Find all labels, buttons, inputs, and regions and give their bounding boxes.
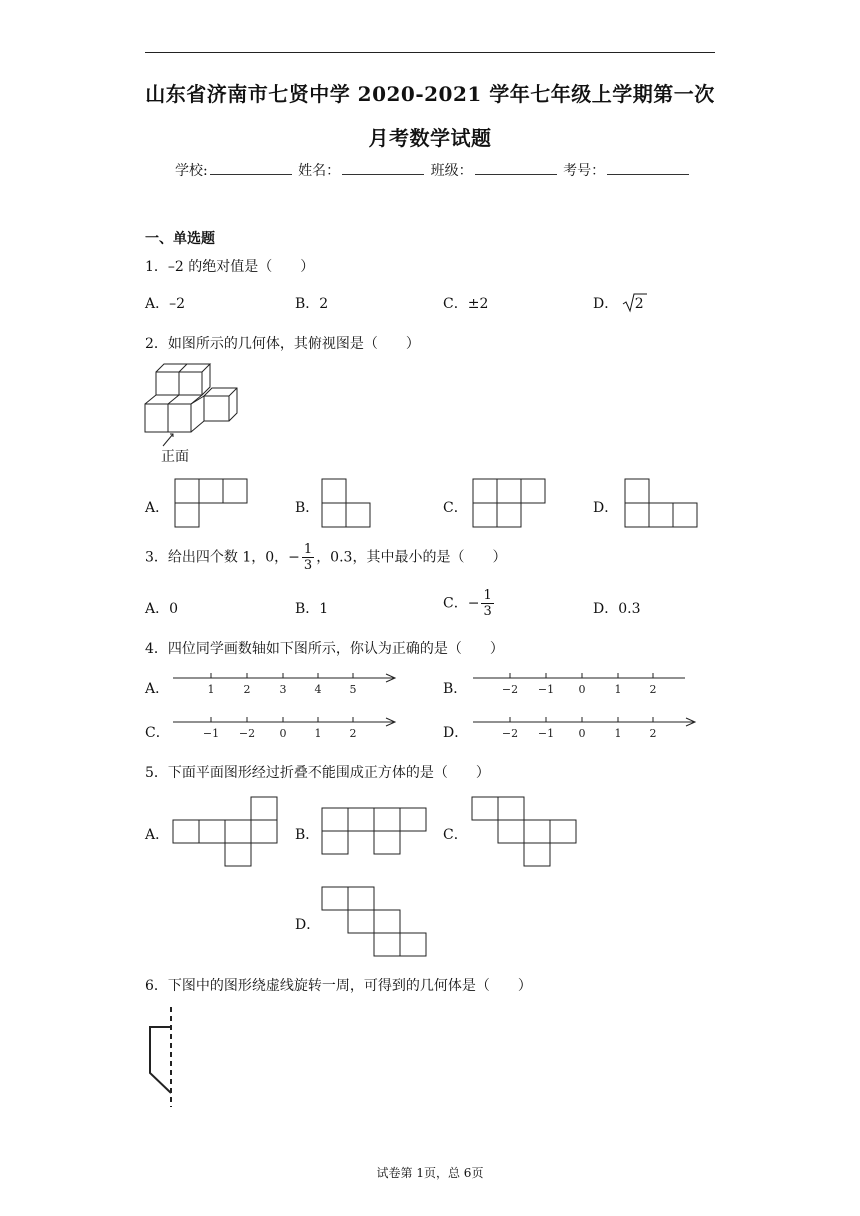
q4-axis-a — [173, 672, 403, 696]
axis-tick-label: −2 — [501, 727, 519, 740]
top-rule — [145, 52, 715, 53]
exam-number-blank — [607, 162, 689, 175]
q1-option-d — [593, 293, 644, 313]
q2-option-b-figure — [321, 478, 377, 530]
section-heading-single-choice: 一、单选题 — [145, 231, 215, 247]
q1-option-b: B．2 — [295, 296, 329, 312]
page-footer: 试卷第 1页，总 6页 — [376, 1166, 484, 1180]
axis-tick-label: 0 — [279, 727, 287, 740]
q3-stem-pre: 3．给出四个数 1，0，− — [145, 549, 300, 566]
q3-option-c-label: C．− — [443, 595, 480, 612]
class-label: 班级： — [430, 163, 473, 179]
q3-option-c — [443, 588, 496, 619]
axis-tick-label: 0 — [578, 727, 586, 740]
q2-option-b: B． — [295, 500, 320, 516]
axis-tick-label: 2 — [649, 683, 657, 696]
q5-option-b-net — [321, 807, 431, 859]
axis-tick-label: −1 — [202, 727, 220, 740]
class-blank — [475, 162, 557, 175]
q2-option-d: D． — [593, 500, 619, 516]
q4-option-b: B． — [443, 681, 468, 697]
axis-tick-label: 1 — [614, 727, 622, 740]
q1-option-a: A．–2 — [145, 296, 186, 312]
q4-option-d: D． — [443, 725, 469, 741]
q5-option-b: B． — [295, 827, 320, 843]
q6-stem: 6．下图中的图形绕虚线旋转一周，可得到的几何体是（ ） — [145, 978, 532, 994]
q5-option-d-net — [321, 886, 431, 960]
q5-option-d: D． — [295, 917, 321, 933]
sqrt-radicand: 2 — [634, 296, 644, 312]
q2-solid-figure — [143, 362, 243, 462]
q2-option-c-figure — [472, 478, 552, 530]
axis-tick-label: 1 — [207, 683, 215, 696]
q3-stem — [145, 542, 506, 573]
q4-stem: 4．四位同学画数轴如下图所示，你认为正确的是（ ） — [145, 641, 504, 657]
axis-tick-label: 1 — [614, 683, 622, 696]
q5-option-c-net — [471, 796, 581, 868]
q4-axis-b — [473, 672, 693, 696]
exam-title-line1: 山东省济南市七贤中学 2020-2021 学年七年级上学期第一次 — [145, 82, 715, 106]
sqrt-radical-icon — [623, 293, 647, 313]
q3-fraction — [302, 542, 314, 573]
axis-tick-label: −1 — [537, 683, 555, 696]
q2-option-c: C． — [443, 500, 468, 516]
name-label: 姓名： — [298, 163, 341, 179]
student-info-line — [175, 160, 691, 180]
axis-tick-label: 2 — [649, 727, 657, 740]
sqrt-symbol — [623, 296, 644, 312]
q6-rotation-figure — [145, 1005, 185, 1109]
q3-option-c-denominator: 3 — [483, 604, 492, 619]
exam-title-line2: 月考数学试题 — [368, 126, 492, 150]
q1-option-d-label: D． — [593, 296, 619, 312]
q3-fraction-denominator: 3 — [303, 558, 313, 573]
axis-tick-label: 2 — [349, 727, 357, 740]
school-label: 学校: — [175, 163, 208, 179]
q3-fraction-numerator: 1 — [303, 542, 313, 557]
q3-option-c-numerator: 1 — [483, 588, 492, 603]
q2-option-a: A． — [145, 500, 170, 516]
front-label: 正面 — [161, 449, 189, 465]
exam-number-label: 考号： — [563, 163, 606, 179]
q1-stem: 1．–2 的绝对值是（ ） — [145, 259, 315, 275]
axis-tick-label: 4 — [314, 683, 322, 696]
q4-axis-d — [473, 716, 703, 740]
axis-tick-label: 0 — [578, 683, 586, 696]
axis-tick-label: 2 — [243, 683, 251, 696]
q4-axis-c — [173, 716, 403, 740]
q3-option-d: D．0.3 — [593, 601, 641, 617]
name-blank — [342, 162, 424, 175]
q3-option-b: B．1 — [295, 601, 329, 617]
q5-stem: 5．下面平面图形经过折叠不能围成正方体的是（ ） — [145, 765, 490, 781]
q5-option-a: A． — [145, 827, 170, 843]
q5-option-c: C． — [443, 827, 468, 843]
q3-option-c-fraction — [481, 588, 493, 619]
axis-tick-label: 1 — [314, 727, 322, 740]
q3-stem-post: ，0.3，其中最小的是（ ） — [316, 549, 507, 566]
axis-tick-label: 3 — [279, 683, 287, 696]
axis-tick-label: 5 — [349, 683, 357, 696]
q4-option-a: A． — [145, 681, 170, 697]
q2-option-d-figure — [624, 478, 704, 530]
school-blank — [210, 162, 292, 175]
q2-option-a-figure — [174, 478, 254, 530]
q1-option-c: C．±2 — [443, 296, 489, 312]
q4-option-c: C． — [145, 725, 170, 741]
q5-option-a-net — [172, 796, 282, 868]
axis-tick-label: −2 — [501, 683, 519, 696]
q2-stem: 2．如图所示的几何体，其俯视图是（ ） — [145, 336, 420, 352]
q3-option-a: A．0 — [145, 601, 179, 617]
axis-tick-label: −1 — [537, 727, 555, 740]
axis-tick-label: −2 — [238, 727, 256, 740]
